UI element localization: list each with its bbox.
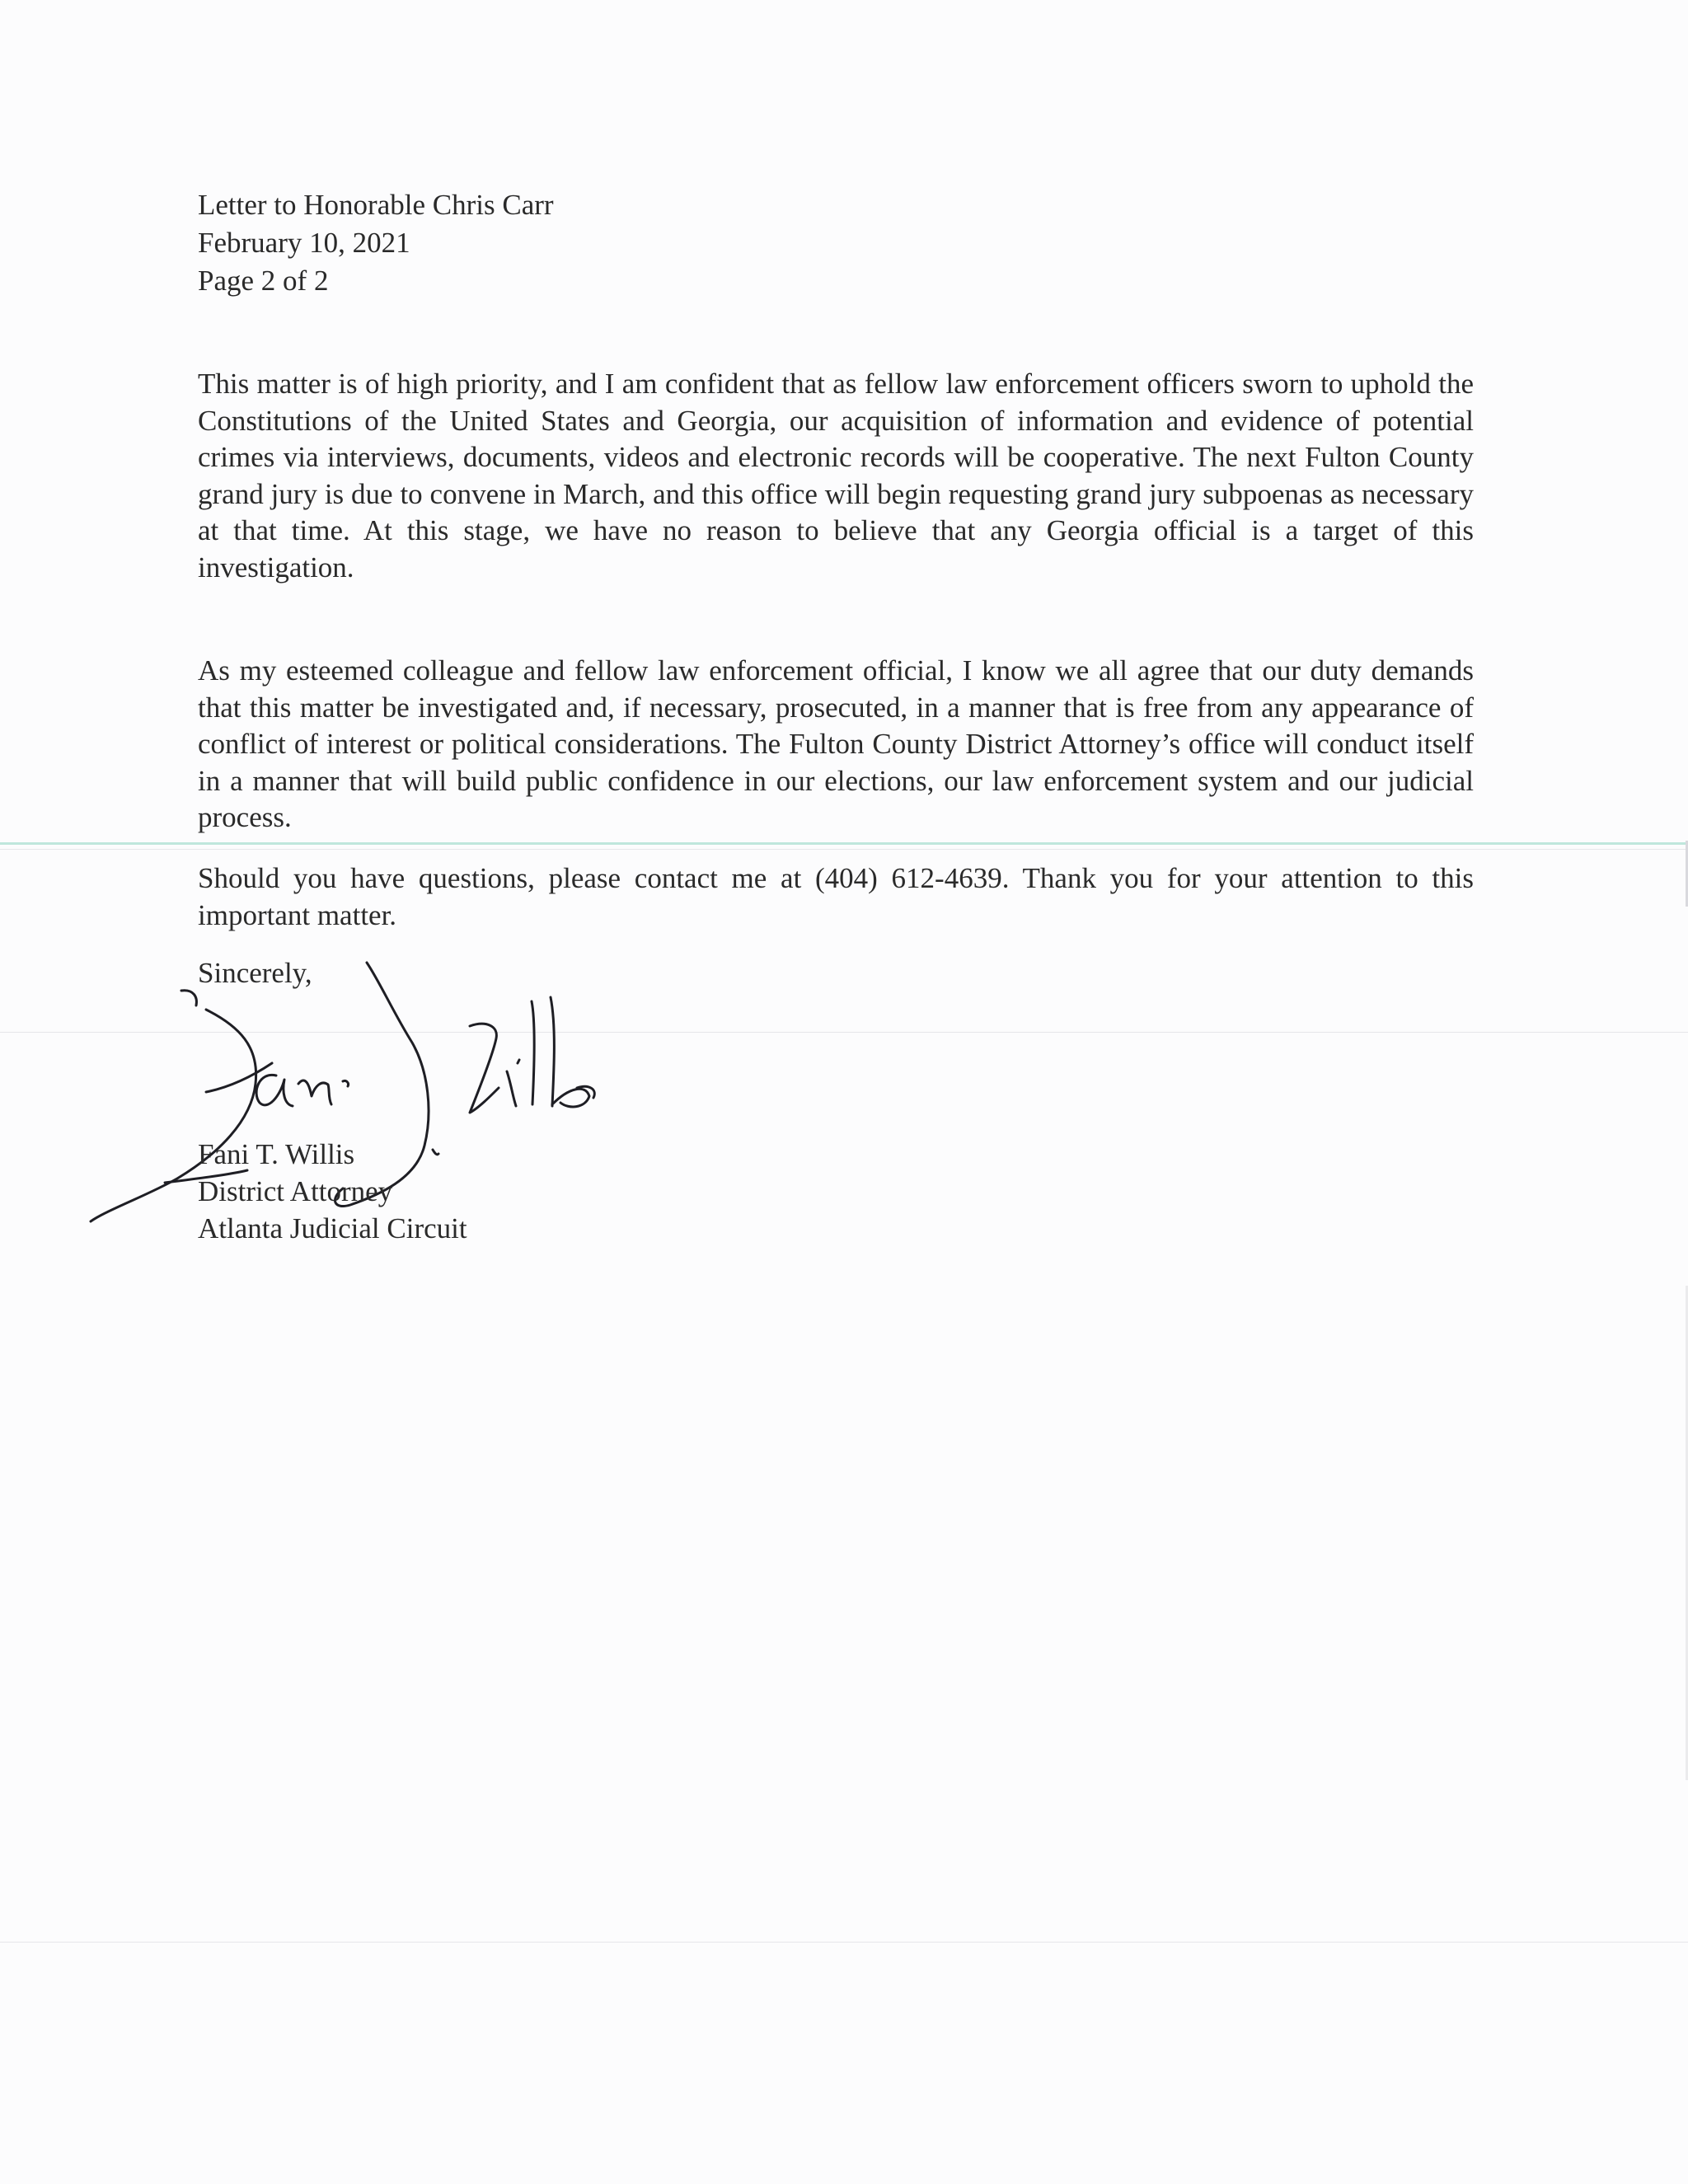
recipient-line: Letter to Honorable Chris Carr <box>198 189 554 221</box>
letter-header <box>198 186 554 300</box>
scan-artifact-line-faint <box>0 1942 1688 1943</box>
signer-name: Fani T. Willis <box>198 1138 355 1170</box>
paragraph-investigation: This matter is of high priority, and I am confident that as fellow law enforcement officers sworn to uphold the Constitutions of the United States and Georgia, our acquisition of information and evidence of potential crimes via interviews, documents, videos and electronic records will be cooperative. The next Fulton County grand jury is due to convene in March, and this office will begin requesting grand jury subpoenas as necessary at that time. At this stage, we have no reason to believe that any Georgia official is a target of this investigation. <box>198 368 1474 583</box>
letter-date: February 10, 2021 <box>198 227 410 259</box>
scan-artifact-line-faint <box>0 849 1688 850</box>
signature-block <box>198 1136 467 1247</box>
paragraph-contact: Should you have questions, please contact me at (404) 612-4639. Thank you for your attention to this important matter. <box>198 862 1474 931</box>
signer-office: Atlanta Judicial Circuit <box>198 1212 467 1244</box>
closing: Sincerely, <box>198 957 312 989</box>
paragraph-duty: As my esteemed colleague and fellow law enforcement official, I know we all agree that our duty demands that this matter be investigated and, if necessary, prosecuted, in a manner that is free from any appearance of conflict of interest or political considerations. The Fulton County District Attorney’s office will conduct itself in a manner that will build public confidence in our elections, our law enforcement system and our judicial process. <box>198 654 1474 833</box>
signer-title: District Attorney <box>198 1175 393 1207</box>
scan-artifact-line <box>0 842 1688 845</box>
page-number: Page 2 of 2 <box>198 265 329 297</box>
